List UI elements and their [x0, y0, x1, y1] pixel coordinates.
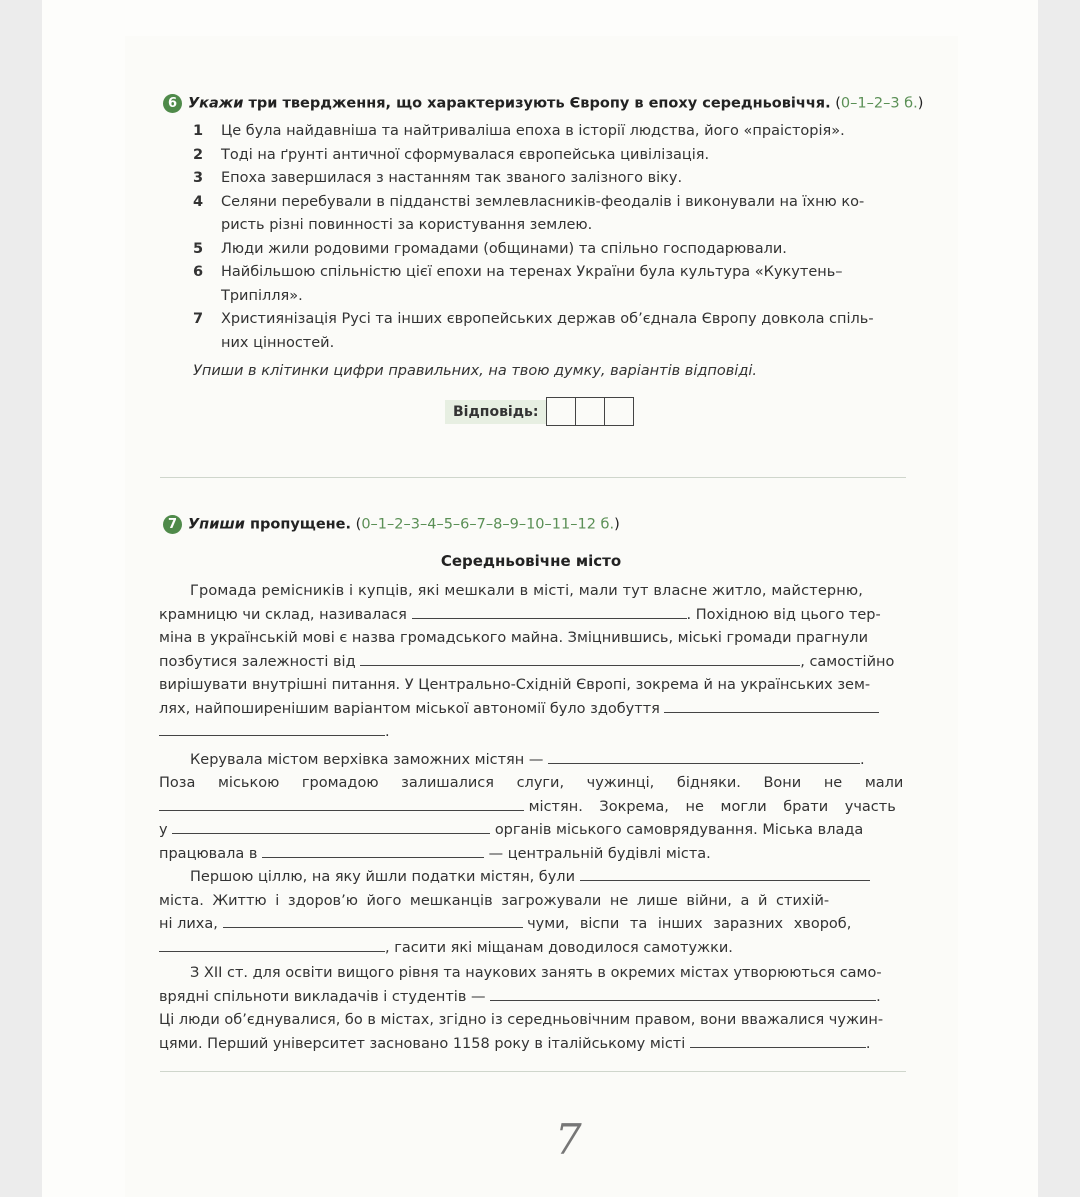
text-line: врядні спільноти викладачів і студентів — .: [159, 986, 905, 1010]
answer-cell-2[interactable]: [576, 398, 605, 425]
blank-3[interactable]: [664, 698, 879, 713]
answer-cells: [546, 397, 634, 426]
q6-option-line: [193, 167, 905, 191]
text-line: Ці люди об’єднувалися, бо в містах, згідно із середньовічним правом, вони вважалися чужин-: [159, 1012, 884, 1028]
handwritten-page-number: 7: [555, 1115, 582, 1164]
q6-option-line: [193, 191, 905, 215]
q6-option-text: Епоха завершилася з настанням так званого залізного віку.: [221, 170, 683, 186]
q6-heading-verb: Укажи: [188, 95, 244, 112]
q7-heading-verb: Упиши: [188, 516, 245, 533]
text-line: міста. Життю і здоров’ю його мешканців загрожували не лише війни, а й стихій-: [159, 892, 830, 909]
text-line: лях, найпоширенішим варіантом міської автономії було здобуття: [159, 698, 905, 722]
section-divider: [160, 477, 906, 478]
text-line: позбутися залежності від , самостійно: [159, 651, 905, 675]
text-line: крамницю чи склад, називалася . Похідною від цього тер-: [159, 604, 905, 628]
text-line: Керувала містом верхівка заможних містян — .: [159, 749, 905, 773]
q6-option-number: 4: [193, 193, 204, 210]
q6-heading-text: три твердження, що характеризують Європу в епоху середньовіччя.: [243, 95, 831, 112]
answer-cell-3[interactable]: [605, 398, 633, 425]
q7-heading: [163, 515, 620, 534]
text-line: цями. Перший університет засновано 1158 року в італійському місті .: [159, 1033, 905, 1057]
q7-number-badge: 7: [163, 515, 182, 534]
q6-answer-area: [445, 397, 634, 426]
text-line: містян. Зокрема, не могли брати участь: [159, 796, 905, 820]
blank-1[interactable]: [412, 604, 687, 619]
q6-option-text: Християнізація Русі та інших європейських держав об’єднала Європу довкола спіль-: [221, 311, 874, 327]
q6-option-6: [193, 261, 905, 308]
q6-option-number: 3: [193, 170, 204, 186]
q6-option-line: [193, 120, 905, 144]
q6-option-number: 2: [193, 146, 204, 163]
text-line: у органів міського самоврядування. Міська влада: [159, 819, 905, 843]
q6-number-badge: 6: [163, 94, 182, 113]
text-line: ні лиха, чуми, віспи та інших заразних хвороб,: [159, 913, 905, 937]
q7-points: (0–1–2–3–4–5–6–7–8–9–10–11–12 б.): [351, 516, 620, 533]
text-line: Першою ціллю, на яку йшли податки містян, були: [159, 866, 905, 890]
q6-points: (0–1–2–3 б.): [830, 95, 924, 112]
q6-option-7: [193, 308, 905, 355]
q6-option-number: 1: [193, 123, 204, 139]
blank-4[interactable]: [548, 749, 860, 764]
q6-option-text: Селяни перебували в підданстві землевласників-феодалів і виконували на їхню ко-: [221, 193, 865, 210]
section-divider: [160, 1071, 906, 1072]
q6-option-5: [193, 238, 905, 262]
q6-option-1: [193, 120, 905, 144]
text-line: , гасити які міщанам доводилося самотужки.: [159, 937, 905, 961]
q6-option-number: 5: [193, 240, 204, 257]
q6-option-line: ристь різні повинності за користування землею.: [221, 217, 593, 233]
blank-3-cont[interactable]: [159, 721, 385, 736]
text-line: міна в українській мові є назва громадського майна. Зміцнившись, міські громади прагнули: [159, 630, 869, 646]
q6-option-2: [193, 144, 905, 168]
answer-cell-1[interactable]: [547, 398, 576, 425]
q7-heading-text: пропущене.: [244, 516, 352, 533]
q6-option-line: [193, 144, 905, 168]
blank-2[interactable]: [360, 651, 800, 666]
q6-option-line: Трипілля».: [221, 287, 303, 304]
text-line: вирішувати внутрішні питання. У Центрально-Східній Європі, зокрема й на українських зем-: [159, 677, 871, 693]
blank-8[interactable]: [580, 866, 870, 881]
text-line: Поза міською громадою залишалися слуги, чужинці, бідняки. Вони не мали: [159, 775, 904, 791]
q6-option-text: Найбільшою спільністю цієї епохи на теренах України була культура «Кукутень–: [221, 264, 843, 280]
q6-option-3: [193, 167, 905, 191]
q6-option-number: 7: [193, 311, 204, 327]
q6-option-line: них цінностей.: [221, 334, 335, 351]
q6-option-text: Тоді на ґрунті античної сформувалася європейська цивілізація.: [221, 146, 710, 163]
answer-label: Відповідь:: [445, 400, 546, 424]
text-title: Середньовічне місто: [440, 552, 622, 570]
q6-option-line: [193, 308, 905, 332]
q6-option-text: Це була найдавніша та найтриваліша епоха в історії людства, його «праісторія».: [221, 123, 845, 139]
q6-instruction: Упиши в клітинки цифри правильних, на твою думку, варіантів відповіді.: [193, 363, 757, 379]
blank-10[interactable]: [159, 937, 385, 952]
blank-5[interactable]: [159, 796, 524, 811]
q6-option-line: [193, 261, 905, 285]
blank-6[interactable]: [172, 819, 490, 834]
q6-heading: [163, 94, 923, 113]
blank-7[interactable]: [262, 843, 484, 858]
q7-text: [159, 580, 905, 1056]
text-line: .: [159, 721, 905, 745]
text-line: працювала в — центральній будівлі міста.: [159, 843, 905, 867]
blank-12[interactable]: [690, 1033, 866, 1048]
blank-11[interactable]: [490, 986, 876, 1001]
text-line: З XII ст. для освіти вищого рівня та наукових занять в окремих містах утворюються само-: [190, 965, 882, 981]
text-line: Громада ремісників і купців, які мешкали в місті, мали тут власне житло, майстерню,: [190, 583, 863, 599]
q6-option-number: 6: [193, 264, 204, 280]
q6-option-4: [193, 191, 905, 238]
q6-option-text: Люди жили родовими громадами (общинами) та спільно господарювали.: [221, 240, 787, 257]
q6-options-list: [193, 120, 905, 355]
blank-9[interactable]: [223, 913, 523, 928]
q6-option-line: [193, 238, 905, 262]
